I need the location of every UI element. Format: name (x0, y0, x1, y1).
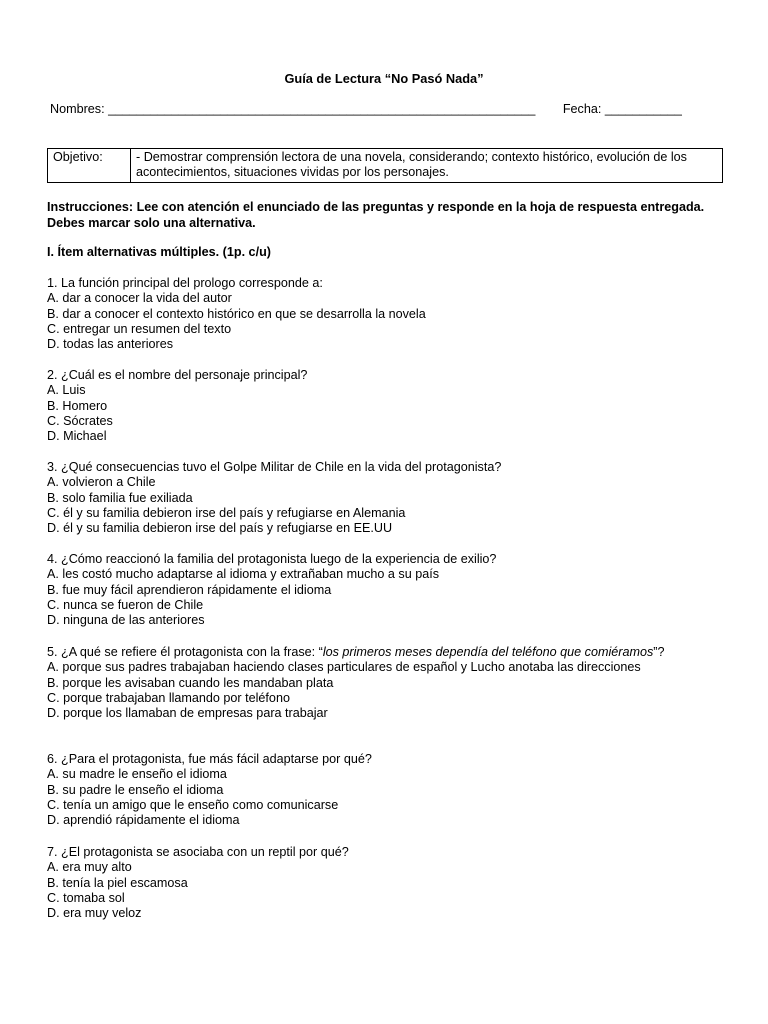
option-c: C. él y su familia debieron irse del país y refugiarse en Alemania (47, 505, 406, 520)
objective-text: - Demostrar comprensión lectora de una novela, considerando; contexto histórico, evolución de los acontecimientos, situaciones vividas por los personajes. (131, 149, 723, 183)
question-1 (47, 276, 737, 352)
option-b: B. fue muy fácil aprendieron rápidamente el idioma (47, 582, 332, 597)
question-text: 6. ¿Para el protagonista, fue más fácil adaptarse por qué? (47, 752, 372, 766)
option-d: D. todas las anteriores (47, 337, 173, 352)
question-text: 4. ¿Cómo reaccionó la familia del protagonista luego de la experiencia de exilio? (47, 552, 497, 566)
option-c: C. nunca se fueron de Chile (47, 597, 204, 612)
option-c: C. entregar un resumen del texto (47, 321, 232, 336)
option-d: D. era muy veloz (47, 906, 142, 921)
option-c: C. porque trabajaban llamando por teléfono (47, 690, 290, 705)
option-c: C. tomaba sol (47, 890, 125, 905)
option-a: A. dar a conocer la vida del autor (47, 291, 232, 306)
option-c: C. tenía un amigo que le enseño como comunicarse (47, 797, 339, 812)
option-d: D. él y su familia debieron irse del país y refugiarse en EE.UU (47, 521, 393, 536)
question-text: 7. ¿El protagonista se asociaba con un reptil por qué? (47, 845, 349, 859)
option-b: B. su padre le enseño el idioma (47, 782, 224, 797)
section-title: I. Ítem alternativas múltiples. (1p. c/u) (47, 245, 271, 259)
quoted-phrase: los primeros meses dependía del teléfono que comiéramos (322, 645, 654, 659)
option-b: B. solo familia fue exiliada (47, 490, 193, 505)
question-3 (47, 460, 737, 536)
instructions: Instrucciones: Lee con atención el enunciado de las preguntas y responde en la hoja de respuesta entregada. Debes marcar solo una alternativa. (47, 200, 705, 230)
option-a: A. era muy alto (47, 860, 132, 875)
question-text: 3. ¿Qué consecuencias tuvo el Golpe Militar de Chile en la vida del protagonista? (47, 460, 502, 474)
question-text: 2. ¿Cuál es el nombre del personaje principal? (47, 368, 308, 382)
option-b: B. tenía la piel escamosa (47, 875, 188, 890)
question-4 (47, 552, 737, 628)
option-d: D. Michael (47, 429, 107, 444)
option-c: C. Sócrates (47, 413, 113, 428)
question-7 (47, 845, 737, 921)
question-text-prefix: 5. ¿A qué se refiere él protagonista con la frase: “ (47, 645, 323, 659)
question-text: 1. La función principal del prologo corresponde a: (47, 276, 323, 290)
question-2 (47, 368, 737, 444)
names-blank: _____________________________________________________________ (108, 102, 536, 116)
option-d: D. aprendió rápidamente el idioma (47, 813, 240, 828)
names-label: Nombres: (50, 102, 105, 116)
option-a: A. Luis (47, 383, 86, 398)
question-text (47, 645, 672, 660)
option-a: A. porque sus padres trabajaban haciendo clases particulares de español y Lucho anotaba las direcciones (47, 660, 641, 675)
option-a: A. su madre le enseño el idioma (47, 767, 227, 782)
option-d: D. ninguna de las anteriores (47, 613, 205, 628)
document-title: Guía de Lectura “No Pasó Nada” (284, 71, 484, 86)
question-6 (47, 752, 737, 828)
option-a: A. volvieron a Chile (47, 475, 156, 490)
option-d: D. porque los llamaban de empresas para trabajar (47, 706, 328, 721)
question-5 (47, 645, 737, 721)
option-b: B. Homero (47, 398, 108, 413)
names-date-line (50, 102, 722, 117)
option-b: B. dar a conocer el contexto histórico en que se desarrolla la novela (47, 306, 426, 321)
date-label: Fecha: (562, 102, 602, 116)
objective-label: Objetivo: (48, 149, 131, 183)
objective-box (47, 148, 723, 183)
date-blank: ___________ (604, 102, 682, 116)
option-a: A. les costó mucho adaptarse al idioma y extrañaban mucho a su país (47, 567, 440, 582)
question-text-suffix: ”? (653, 645, 665, 659)
option-b: B. porque les avisaban cuando les mandaban plata (47, 675, 334, 690)
